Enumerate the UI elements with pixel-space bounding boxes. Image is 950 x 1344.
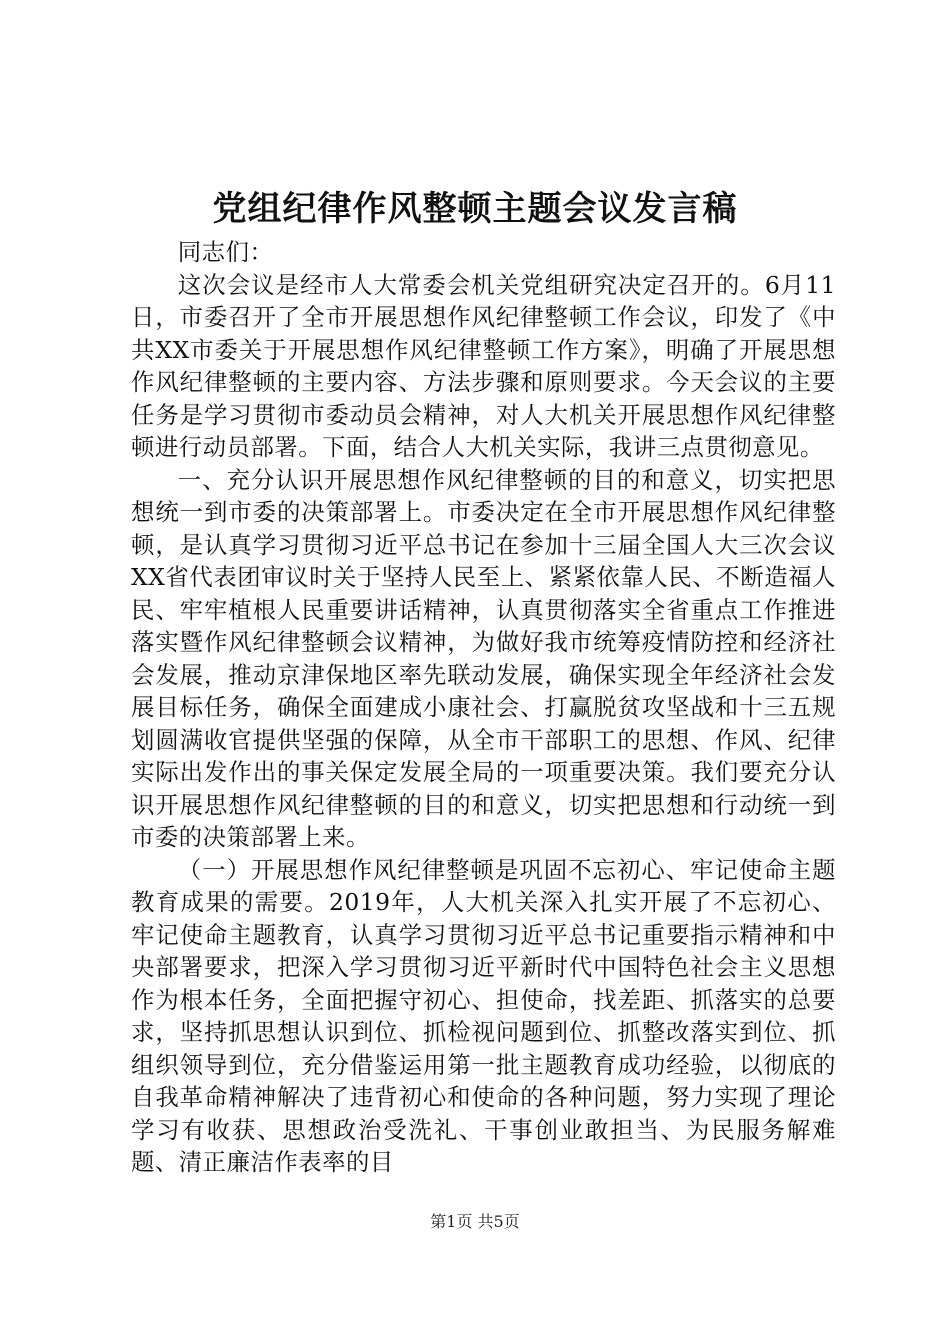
paragraph-subsection-one: （一）开展思想作风纪律整顿是巩固不忘初心、牢记使命主题教育成果的需要。2019年，人大机关深入扎实开展了不忘初心、牢记使命主题教育，认真学习贯彻习近平总书记重要指示精神和中央部署要求，把深入学习贯彻习近平新时代中国特色社会主义思想作为根本任务，全面把握守初心、担使命，找差距、抓落实的总要求，坚持抓思想认识到位、抓检视问题到位、抓整改落实到位、抓组织领导到位，充分借鉴运用第一批主题教育成功经验，以彻底的自我革命精神解决了违背初心和使命的各种问题，努力实现了理论学习有收获、思想政治受洗礼、干事创业敢担当、为民服务解难题、清正廉洁作表率的目	[131, 855, 836, 1176]
salutation: 同志们：	[177, 238, 274, 266]
document-body	[131, 236, 836, 1179]
paragraph-section-one: 一、充分认识开展思想作风纪律整顿的目的和意义，切实把思想统一到市委的决策部署上。市委决定在全市开展思想作风纪律整顿，是认真学习贯彻习近平总书记在参加十三届全国人大三次会议XX省代表团审议时关于坚持人民至上、紧紧依靠人民、不断造福人民、牢牢植根人民重要讲话精神，认真贯彻落实全省重点工作推进落实暨作风纪律整顿会议精神，为做好我市统筹疫情防控和经济社会发展，推动京津保地区率先联动发展，确保实现全年经济社会发展目标任务，确保全面建成小康社会、打赢脱贫攻坚战和十三五规划圆满收官提供坚强的保障，从全市干部职工的思想、作风、纪律实际出发作出的事关保定发展全局的一项重要决策。我们要充分认识开展思想作风纪律整顿的目的和意义，切实把思想和行动统一到市委的决策部署上来。	[131, 465, 836, 851]
paragraph-intro: 这次会议是经市人大常委会机关党组研究决定召开的。6月11日，市委召开了全市开展思想作风纪律整顿工作会议，印发了《中共XX市委关于开展思想作风纪律整顿工作方案》，明确了开展思想作风纪律整顿的主要内容、方法步骤和原则要求。今天会议的主要任务是学习贯彻市委动员会精神，对人大机关开展思想作风纪律整顿进行动员部署。下面，结合人大机关实际，我讲三点贯彻意见。	[131, 270, 836, 461]
page-number-footer: 第1页 共5页	[430, 1212, 520, 1231]
document-title: 党组纪律作风整顿主题会议发言稿	[212, 189, 738, 229]
